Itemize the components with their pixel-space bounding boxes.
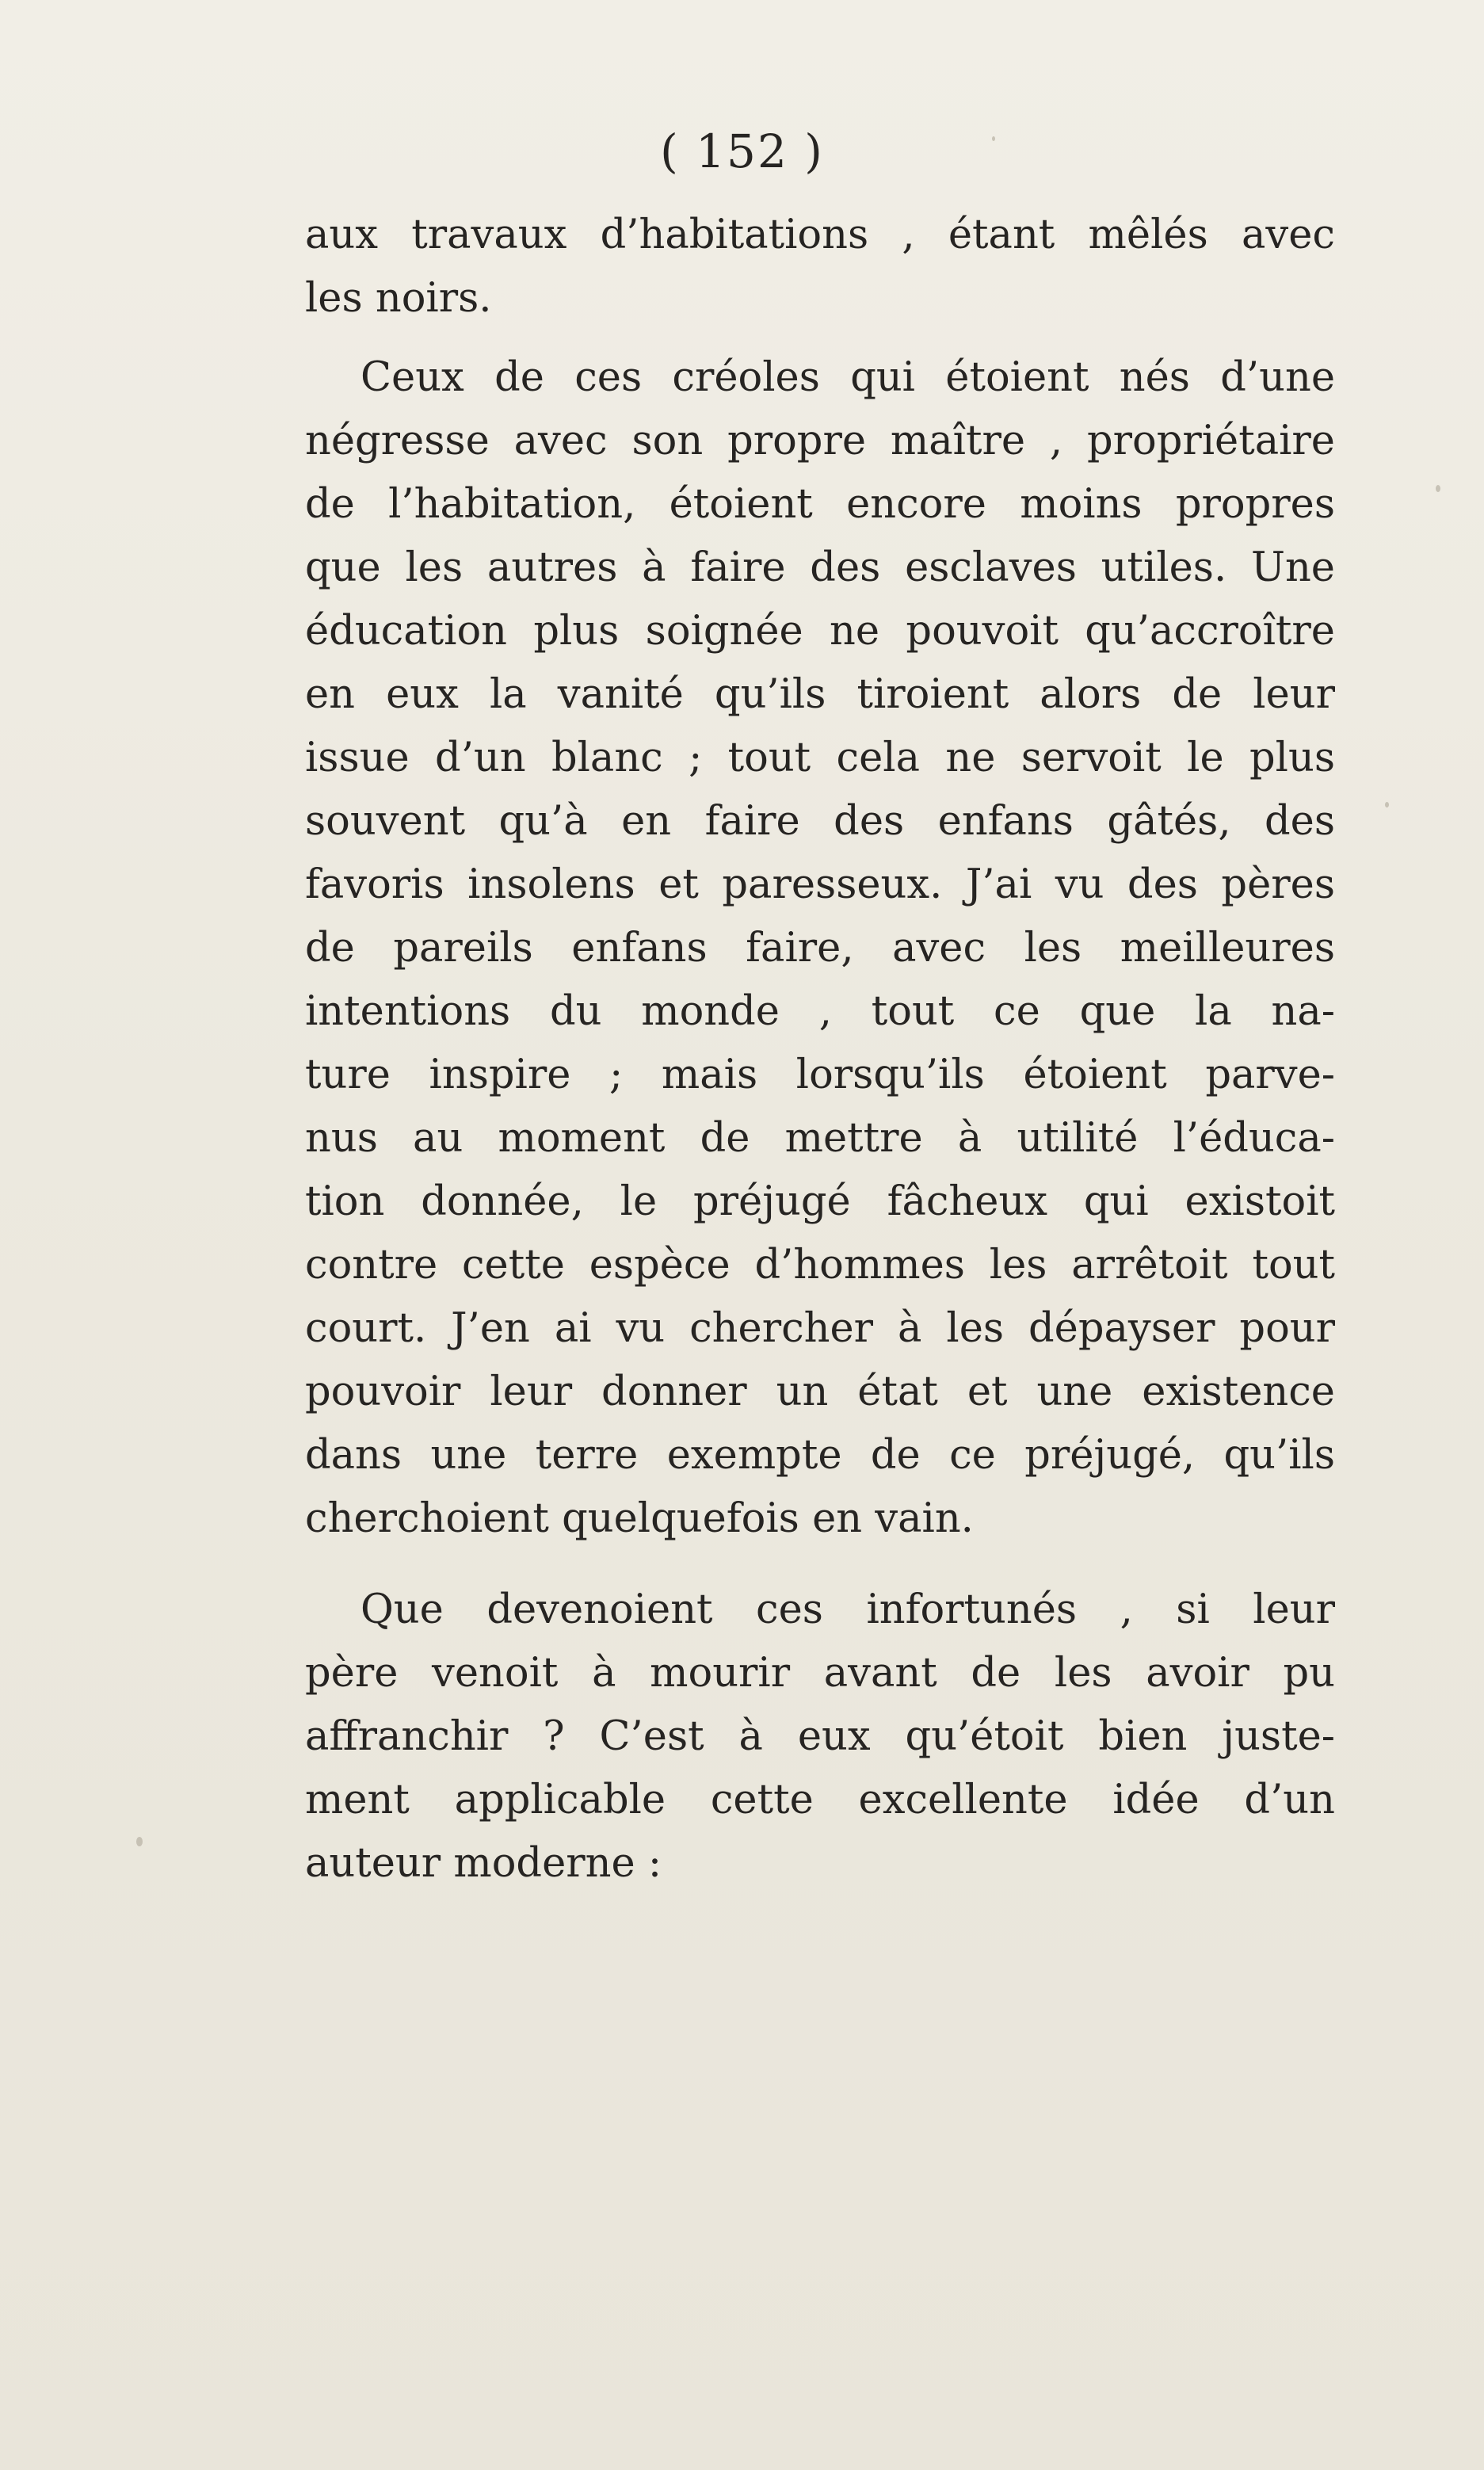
text-line: ture inspire ; mais lorsqu’ils étoient parve- bbox=[305, 1052, 1335, 1098]
text-line: éducation plus soignée ne pouvoit qu’accroître bbox=[305, 608, 1335, 655]
text-line: négresse avec son propre maître , propriétaire bbox=[305, 418, 1335, 464]
text-line: tion donnée, le préjugé fâcheux qui existoit bbox=[305, 1178, 1335, 1225]
text-line: ment applicable cette excellente idée d’un bbox=[305, 1777, 1335, 1823]
text-line: dans une terre exempte de ce préjugé, qu’ils bbox=[305, 1432, 1335, 1479]
text-line: aux travaux d’habitations , étant mêlés avec bbox=[305, 212, 1335, 258]
paper-speck bbox=[136, 1837, 143, 1846]
paragraph-creoles bbox=[305, 346, 1335, 1551]
text-line: intentions du monde , tout ce que la na- bbox=[305, 988, 1335, 1035]
text-line: en eux la vanité qu’ils tiroient alors de leur bbox=[305, 671, 1335, 718]
paper-speck bbox=[1385, 802, 1389, 807]
text-line: court. J’en ai vu chercher à les dépayser pour bbox=[305, 1305, 1335, 1352]
paragraph-continuation bbox=[305, 204, 1335, 330]
text-line: Ceux de ces créoles qui étoient nés d’une bbox=[361, 354, 1335, 401]
text-line: Que devenoient ces infortunés , si leur bbox=[361, 1586, 1335, 1633]
text-line: issue d’un blanc ; tout cela ne servoit le plus bbox=[305, 735, 1335, 781]
text-line: les noirs. bbox=[305, 275, 492, 322]
text-line: cherchoient quelquefois en vain. bbox=[305, 1495, 974, 1542]
text-line: pouvoir leur donner un état et une existence bbox=[305, 1369, 1335, 1415]
text-line: père venoit à mourir avant de les avoir pu bbox=[305, 1650, 1335, 1697]
paragraph-infortunes bbox=[305, 1579, 1335, 1895]
paper-speck bbox=[1436, 485, 1440, 492]
text-line: auteur moderne : bbox=[305, 1840, 662, 1887]
text-line: contre cette espèce d’hommes les arrêtoit tout bbox=[305, 1242, 1335, 1288]
text-line: affranchir ? C’est à eux qu’étoit bien juste- bbox=[305, 1713, 1335, 1760]
text-line: favoris insolens et paresseux. J’ai vu des pères bbox=[305, 861, 1335, 908]
page-number: ( 152 ) bbox=[660, 124, 824, 178]
paper-speck bbox=[992, 136, 995, 141]
text-line: de pareils enfans faire, avec les meilleures bbox=[305, 925, 1335, 972]
text-line: que les autres à faire des esclaves utiles. Une bbox=[305, 544, 1335, 591]
text-line: de l’habitation, étoient encore moins propres bbox=[305, 481, 1335, 528]
text-line: souvent qu’à en faire des enfans gâtés, des bbox=[305, 798, 1335, 845]
text-line: nus au moment de mettre à utilité l’éduca- bbox=[305, 1115, 1335, 1162]
